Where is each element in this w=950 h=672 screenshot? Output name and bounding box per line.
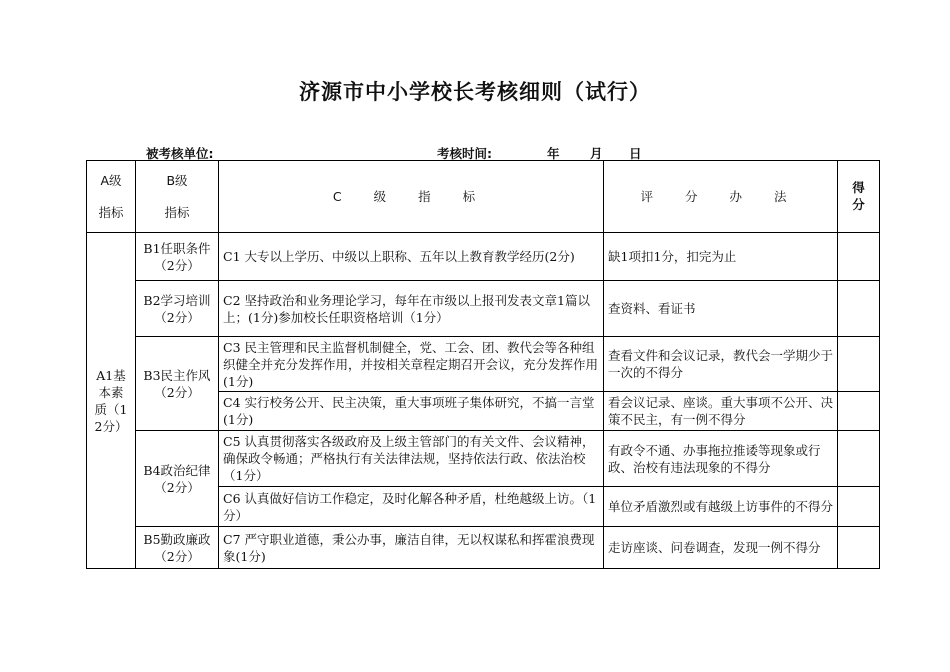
- method-cell: 单位矛盾激烈或有越级上访事件的不得分: [604, 487, 838, 527]
- score-cell: [838, 392, 880, 431]
- score-cell: [838, 527, 880, 569]
- assessment-table: [86, 160, 880, 569]
- c-cell: C3 民主管理和民主监督机制健全，党、工会、团、教代会等各种组织健全并充分发挥作用，并按相关章程定期召开会议，充分发挥作用(1分): [219, 337, 604, 392]
- header-method: 评 分 办 法: [604, 161, 838, 233]
- b-name: B4政治纪律: [143, 462, 211, 478]
- header-b-line1: B级: [166, 172, 188, 188]
- score-cell: [838, 281, 880, 337]
- score-cell: [838, 337, 880, 392]
- b-cell: [136, 281, 219, 337]
- table-row: [87, 431, 880, 487]
- header-a-line1: A级: [100, 172, 122, 188]
- c-cell: C6 认真做好信访工作稳定，及时化解各种矛盾，杜绝越级上访。（1分）: [219, 487, 604, 527]
- a1-text: A1基本素质（12分）: [94, 367, 128, 434]
- method-cell: 缺1项扣1分，扣完为止: [604, 233, 838, 281]
- year-label: 年: [547, 146, 560, 161]
- method-cell: 查资料、看证书: [604, 281, 838, 337]
- table-row: [87, 527, 880, 569]
- document-title: 济源市中小学校长考核细则（试行）: [299, 80, 651, 104]
- table-row: [87, 233, 880, 281]
- b-cell: [136, 431, 219, 527]
- b-cell: [136, 527, 219, 569]
- table-row: [87, 337, 880, 392]
- b-cell: [136, 233, 219, 281]
- header-a-level: [87, 161, 136, 233]
- b-points: （2分）: [154, 309, 200, 325]
- a1-cell: [87, 233, 136, 569]
- table-row: [87, 281, 880, 337]
- c-cell: C2 坚持政治和业务理论学习，每年在市级以上报刊发表文章1篇以上；(1分)参加校长任职资格培训（1分）: [219, 281, 604, 337]
- c-cell: C4 实行校务公开、民主决策，重大事项班子集体研究，不搞一言堂(1分): [219, 392, 604, 431]
- c-cell: C1 大专以上学历、中级以上职称、五年以上教育教学经历(2分): [219, 233, 604, 281]
- b-name: B1任职条件: [143, 240, 211, 256]
- c-cell: C5 认真贯彻落实各级政府及上级主管部门的有关文件、会议精神，确保政令畅通；严格执行有关法律法规，坚持依法行政、依法治校（1分）: [219, 431, 604, 487]
- header-b-level: [136, 161, 219, 233]
- score-cell: [838, 233, 880, 281]
- header-b-line2: 指标: [164, 204, 190, 220]
- unit-label: 被考核单位:: [146, 146, 214, 161]
- time-label: 考核时间:: [437, 146, 492, 161]
- score-cell: [838, 487, 880, 527]
- day-label: 日: [629, 146, 642, 161]
- method-cell: 看会议记录、座谈。重大事项不公开、决策不民主，有一例不得分: [604, 392, 838, 431]
- b-points: （2分）: [154, 257, 200, 273]
- table-header-row: [87, 161, 880, 233]
- b-name: B5勤政廉政: [143, 531, 211, 547]
- method-cell: 有政令不通、办事拖拉推诿等现象或行政、治校有违法现象的不得分: [604, 431, 838, 487]
- c-cell: C7 严守职业道德，秉公办事，廉洁自律，无以权谋私和挥霍浪费现象(1分): [219, 527, 604, 569]
- header-score-text: 得分: [852, 180, 865, 212]
- method-cell: 走访座谈、问卷调查，发现一例不得分: [604, 527, 838, 569]
- b-points: （2分）: [154, 384, 200, 400]
- header-a-line2: 指标: [98, 204, 124, 220]
- b-cell: [136, 337, 219, 431]
- b-points: （2分）: [154, 548, 200, 564]
- header-score: [838, 161, 880, 233]
- score-cell: [838, 431, 880, 487]
- b-name: B3民主作风: [143, 367, 211, 383]
- b-name: B2学习培训: [143, 292, 211, 308]
- method-cell: 查看文件和会议记录，教代会一学期少于一次的不得分: [604, 337, 838, 392]
- header-c-level: C 级 指 标: [219, 161, 604, 233]
- b-points: （2分）: [154, 479, 200, 495]
- month-label: 月: [590, 146, 603, 161]
